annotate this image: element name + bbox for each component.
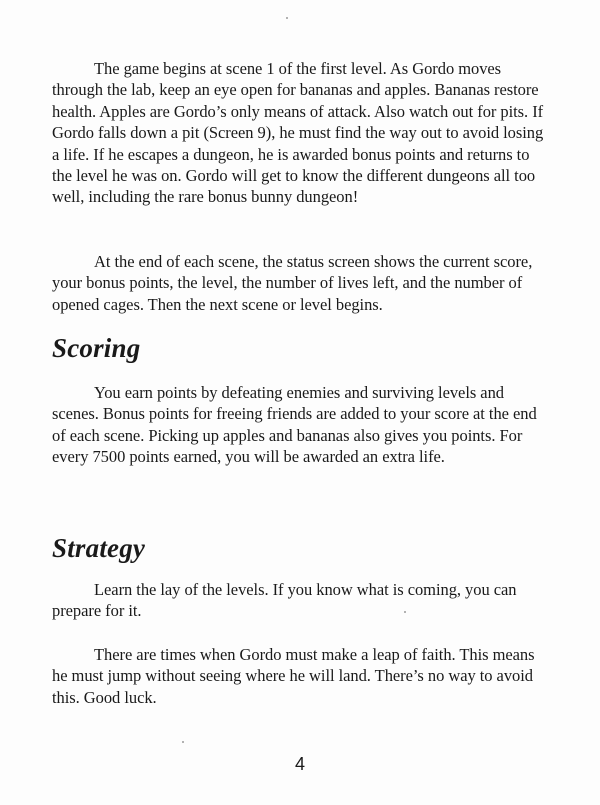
status-screen-paragraph: At the end of each scene, the status screen shows the current score, your bonus points, the level, the number of lives left, and the number of opened cages. Then the next scene or level begins. bbox=[52, 252, 533, 314]
scan-speck bbox=[286, 17, 288, 19]
intro-paragraph: The game begins at scene 1 of the first level. As Gordo moves through the lab, keep an eye open for bananas and apples. Bananas restore health. Apples are Gordo’s only means of attack. Also watch out for pits. If Gordo falls down a pit (Screen 9), he must find the way out to avoid losing a life. If he escapes a dungeon, he is awarded bonus points and returns to the level he was on. Gordo will get to know the different dungeons all too well, including the rare bonus bunny dungeon! bbox=[52, 59, 544, 207]
scan-speck bbox=[182, 741, 184, 743]
strategy-paragraph-1: Learn the lay of the levels. If you know what is coming, you can prepare for it. bbox=[52, 580, 517, 621]
scoring-paragraph: You earn points by defeating enemies and surviving levels and scenes. Bonus points for freeing friends are added to your score at the end of each scene. Picking up apples and bananas also gives you points. For every 7500 points earned, you will be awarded an extra life. bbox=[52, 383, 537, 467]
scan-speck bbox=[404, 611, 406, 613]
page-number: 4 bbox=[294, 754, 305, 774]
scoring-heading: Scoring bbox=[52, 333, 141, 363]
strategy-heading: Strategy bbox=[52, 533, 146, 563]
strategy-paragraph-2: There are times when Gordo must make a leap of faith. This means he must jump without seeing where he will land. There’s no way to avoid this. Good luck. bbox=[52, 645, 535, 707]
